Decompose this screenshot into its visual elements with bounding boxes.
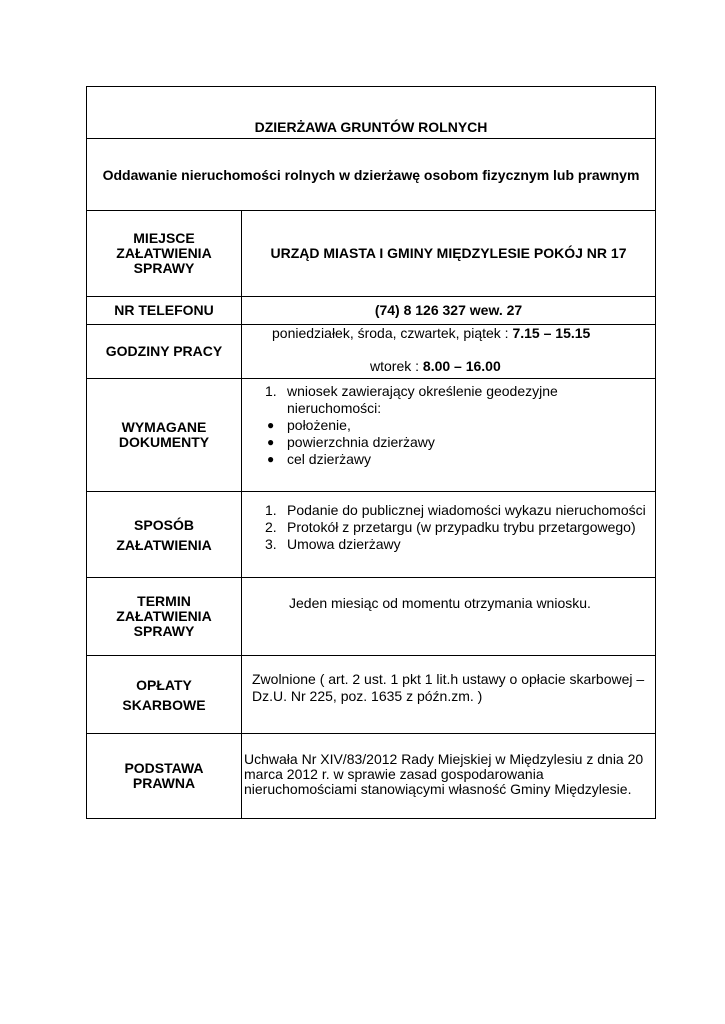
value-telefon: (74) 8 126 327 wew. 27 — [374, 302, 523, 318]
title-row — [87, 87, 655, 139]
bullet-icon: ● — [267, 452, 275, 466]
label-dokumenty: WYMAGANE DOKUMENTY — [87, 379, 242, 491]
row-sposob — [87, 492, 655, 578]
label-godziny: GODZINY PRACY — [87, 325, 242, 378]
bullet-item: ● położenie, — [267, 417, 351, 433]
row-godziny — [87, 325, 655, 379]
value-podstawa: Uchwała Nr XIV/83/2012 Rady Miejskiej w Międzylesiu z dnia 20 marca 2012 r. w sprawie zasad gospodarowania nieruchomościami stanowiącymi własność Gminy Międzylesie. — [244, 751, 644, 797]
label-telefon: NR TELEFONU — [87, 297, 242, 324]
value-godziny — [242, 325, 655, 378]
value-miejsce: URZĄD MIASTA I GMINY MIĘDZYLESIE POKÓJ NR 17 — [270, 245, 627, 261]
row-podstawa — [87, 734, 655, 818]
hours-line-2 — [370, 358, 501, 375]
hours-line-1 — [272, 325, 590, 342]
label-podstawa: PODSTAWA PRAWNA — [87, 734, 242, 818]
value-dokumenty — [242, 379, 655, 491]
document-item-1: 1. wniosek zawierający określenie geodezyjne nieruchomości: — [265, 383, 558, 416]
hours-days-2: wtorek : — [370, 358, 420, 374]
row-telefon — [87, 297, 655, 325]
value-termin — [242, 578, 655, 655]
document-subtitle: Oddawanie nieruchomości rolnych w dzierżawę osobom fizycznym lub prawnym — [102, 166, 640, 183]
document-title: DZIERŻAWA GRUNTÓW ROLNYCH — [254, 118, 488, 135]
procedure-item-1: 1. Podanie do publicznej wiadomości wykazu nieruchomości — [265, 502, 646, 518]
value-oplaty: Zwolnione ( art. 2 ust. 1 pkt 1 lit.h ustawy o opłacie skarbowej – Dz.U. Nr 225, poz. 1635 z późn.zm. ) — [252, 671, 645, 704]
bullet-icon: ● — [267, 435, 275, 449]
hours-days-1: poniedziałek, środa, czwartek, piątek : — [272, 325, 509, 341]
document-table — [86, 86, 656, 819]
label-oplaty: OPŁATY SKARBOWE — [87, 656, 242, 733]
procedure-item-2: 2. Protokół z przetargu (w przypadku trybu przetargowego) — [265, 519, 636, 535]
row-oplaty — [87, 656, 655, 734]
procedure-item-3: 3. Umowa dzierżawy — [265, 536, 401, 552]
bullet-item: ● powierzchnia dzierżawy — [267, 434, 435, 450]
label-miejsce: MIEJSCE ZAŁATWIENIA SPRAWY — [87, 211, 242, 296]
row-termin — [87, 578, 655, 656]
hours-time-2: 8.00 – 16.00 — [422, 358, 501, 374]
label-termin: TERMIN ZAŁATWIENIA SPRAWY — [87, 578, 242, 655]
row-dokumenty — [87, 379, 655, 492]
item-number: 1. — [265, 383, 277, 399]
termin-text: Jeden miesiąc od momentu otrzymania wniosku. — [289, 595, 591, 611]
bullet-item: ● cel dzierżawy — [267, 451, 372, 467]
value-sposob — [242, 492, 655, 577]
label-sposob: SPOSÓB ZAŁATWIENIA — [87, 492, 242, 577]
row-miejsce — [87, 211, 655, 297]
subtitle-row — [87, 139, 655, 211]
bullet-icon: ● — [267, 418, 275, 432]
hours-time-1: 7.15 – 15.15 — [512, 325, 591, 341]
